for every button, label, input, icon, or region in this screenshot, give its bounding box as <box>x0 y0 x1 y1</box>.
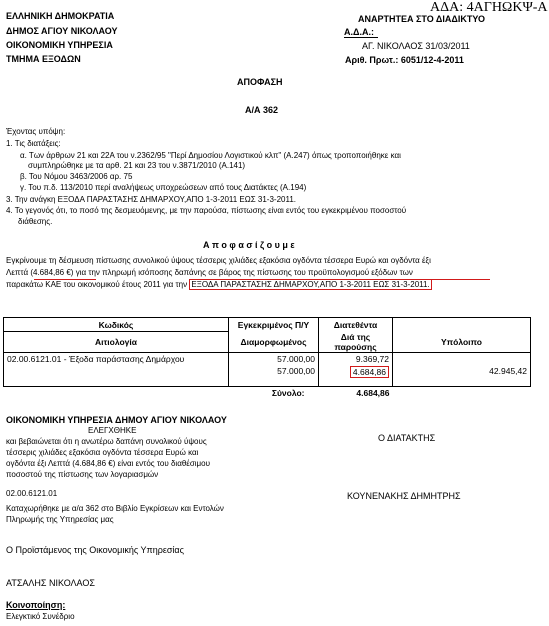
row1-current: 9.369,72 <box>319 352 393 366</box>
row2-remaining: 42.945,42 <box>393 366 531 387</box>
ordering-name: ΚΟΥΝΕΝΑΚΗΣ ΔΗΜΗΤΡΗΣ <box>347 491 461 501</box>
row-label: 02.00.6121.01 - Έξοδα παράστασης Δημάρχου <box>4 352 229 366</box>
certify-line-1: και βεβαιώνεται ότι η ανωτέρω δαπάνη συνολικού ύψους <box>6 437 207 446</box>
head-of-service: Ο Προϊστάμενος της Οικονομικής Υπηρεσίας <box>6 545 184 555</box>
row1-formed: 57.000,00 <box>229 352 319 366</box>
header-formed: Διαμορφωμένος <box>229 332 319 353</box>
budget-table <box>3 317 531 400</box>
approval-line-2-start: Λεπτά <box>6 268 31 277</box>
row2-label <box>4 366 229 387</box>
item-b: β. Του Νόμου 3463/2006 αρ. 75 <box>20 172 133 181</box>
protocol-number: Αριθ. Πρωτ.: 6051/12-4-2011 <box>345 55 464 65</box>
item-a-1: α. Των άρθρων 21 και 22Α του ν.2362/95 "Περί Δημοσίου Λογιστικού κλπ" (Α.247) όπως τροποποιήθηκε και <box>20 151 401 160</box>
service-title: ΟΙΚΟΝΟΜΙΚΗ ΥΠΗΡΕΣΙΑ ΔΗΜΟΥ ΑΓΙΟΥ ΝΙΚΟΛΑΟΥ <box>6 415 227 425</box>
decision-number: Α/Α 362 <box>245 105 279 115</box>
header-available: Διατεθέντα <box>319 318 393 332</box>
considering-label: Έχοντας υπόψη: <box>6 127 66 136</box>
ada-header: ΑΔΑ: 4ΑΓΗΩΚΨ-Α <box>430 0 548 15</box>
org-line-3: ΟΙΚΟΝΟΜΙΚΗ ΥΠΗΡΕΣΙΑ <box>6 40 113 50</box>
row2-current-cell <box>319 366 393 387</box>
registered-line-1: Καταχωρήθηκε με α/α 362 στο Βιβλίο Εγκρίσεων και Εντολών <box>6 504 224 513</box>
approval-line-2-end: για την πληρωμή ισόποσης δαπάνης σε βάρος της πίστωσης του προϋπολογισμού εξόδων των <box>73 268 413 277</box>
table-header-row-2 <box>4 332 531 353</box>
table-header-row-1 <box>4 318 531 332</box>
header-approved: Εγκεκριμένος Π/Υ <box>229 318 319 332</box>
expense-title-highlight: ΕΞΟΔΑ ΠΑΡΑΣΤΑΣΗΣ ΔΗΜΑΡΧΟΥ,ΑΠΟ 1-3-2011 ΕΩΣ 31-3-2011. <box>191 280 430 289</box>
item-c: γ. Του π.δ. 113/2010 περί αναλήψεως υποχρεώσεων από τους Διατάκτες (Α.194) <box>20 183 307 192</box>
row2-current: 4.684,86 <box>350 366 389 378</box>
decision-title: ΑΠΟΦΑΣΗ <box>237 77 283 87</box>
ada-underline <box>344 37 378 38</box>
cc-value: Ελεγκτικό Συνέδριο <box>6 612 75 621</box>
header-code: Κωδικός <box>4 318 229 332</box>
header-current: Διά της παρούσης <box>319 332 393 353</box>
approval-line-1: Εγκρίνουμε τη δέσμευση πίστωσης συνολικού ύψους τέσσερις χιλιάδες εξακόσια ογδόντα τέσσερα Ευρώ και ογδόντα έξι <box>6 256 431 265</box>
row1-remaining <box>393 352 531 366</box>
certify-line-4: ποσοστού της πίστωσης των λογαριασμών <box>6 470 159 479</box>
header-empty <box>393 318 531 332</box>
header-reason: Αιτιολογία <box>4 332 229 353</box>
row2-formed: 57.000,00 <box>229 366 319 387</box>
head-name: ΑΤΣΑΛΗΣ ΝΙΚΟΛΑΟΣ <box>6 578 95 588</box>
item-4: 4. Το γεγονός ότι, το ποσό της δεσμευόμενης, με την παρούσα, πίστωσης είναι εντός του εγκεκριμένου ποσοστού <box>6 206 407 215</box>
table-row <box>4 366 531 387</box>
item-1: 1. Τις διατάξεις: <box>6 139 61 148</box>
cc-label: Κοινοποίηση: <box>6 600 66 610</box>
approval-line-2 <box>6 268 413 277</box>
item-a-2: συμπληρώθηκε με τα αρθ. 21 και 23 του ν.3871/2010 (Α.141) <box>28 161 246 170</box>
certify-line-2: τέσσερις χιλιάδες εξακόσια ογδόντα τέσσερα Ευρώ και <box>6 448 199 457</box>
decide-heading: Α π ο φ α σ ί ζ ο υ μ ε <box>203 240 295 250</box>
ordering-title: Ο ΔΙΑΤΑΚΤΗΣ <box>378 433 436 443</box>
header-remaining: Υπόλοιπο <box>393 332 531 353</box>
org-line-1: ΕΛΛΗΝΙΚΗ ΔΗΜΟΚΡΑΤΙΑ <box>6 11 115 21</box>
item-4-cont: διάθεσης. <box>18 217 53 226</box>
org-line-4: ΤΜΗΜΑ ΕΞΟΔΩΝ <box>6 54 81 64</box>
approval-amount: (4.684,86 €) <box>30 268 74 277</box>
checked-label: ΕΛΕΓΧΘΗΚΕ <box>88 426 137 435</box>
posted-label: ΑΝΑΡΤΗΤΕΑ ΣΤΟ ΔΙΑΔΙΚΤΥΟ <box>358 14 485 24</box>
org-line-2: ΔΗΜΟΣ ΑΓΙΟΥ ΝΙΚΟΛΑΟΥ <box>6 26 118 36</box>
total-value: 4.684,86 <box>356 388 390 398</box>
registered-line-2: Πληρωμής της Υπηρεσίας μας <box>6 515 114 524</box>
approval-line-3-start: παρακάτω ΚΑΕ του οικονομικού έτους 2011 για την <box>6 280 190 289</box>
account-code: 02.00.6121.01 <box>6 489 58 498</box>
table-total-row <box>4 386 531 400</box>
certify-line-3: ογδόντα έξι Λεπτά (4.684,86 €) είναι εντός του διαθέσιμου <box>6 459 210 468</box>
item-3: 3. Την ανάγκη ΕΞΟΔΑ ΠΑΡΑΣΤΑΣΗΣ ΔΗΜΑΡΧΟΥ,ΑΠΟ 1-3-2011 ΕΩΣ 31-3-2011. <box>6 195 296 204</box>
place-date: ΑΓ. ΝΙΚΟΛΑΟΣ 31/03/2011 <box>362 41 470 51</box>
table-row <box>4 352 531 366</box>
approval-line-3 <box>6 280 432 289</box>
total-label: Σύνολο: <box>271 388 305 398</box>
ada-label: Α.Δ.Α.: <box>344 27 374 37</box>
